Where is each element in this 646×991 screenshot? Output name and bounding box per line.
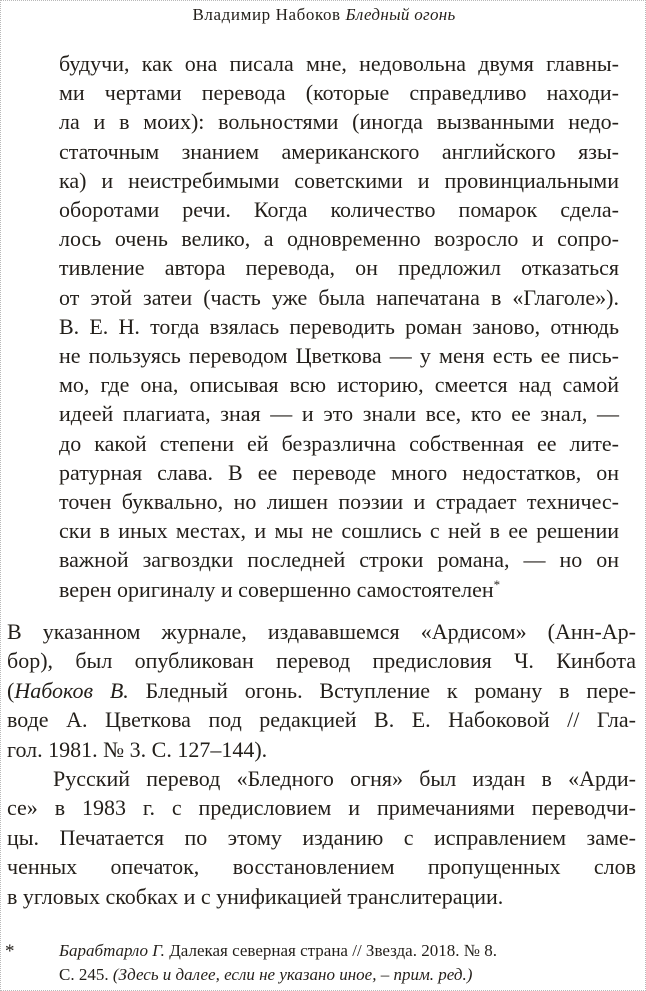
- quote-line: ми чертами перевода (которые справедливо находи-: [59, 80, 619, 106]
- quote-line: оборотами речи. Когда количество помарок сдела-: [59, 197, 619, 223]
- running-head: [1, 5, 646, 25]
- footnote-line: [59, 939, 641, 963]
- citation-author: Набоков В.: [14, 677, 129, 703]
- citation-text: Бледный огонь. Вступление к роману в пере-: [128, 677, 636, 703]
- quote-line: ратурная слава. В ее переводе много недостатков, он: [59, 459, 619, 485]
- quote-line: ла и в моих): вольностями (иногда вызванными недо-: [59, 109, 619, 135]
- quote-line: тивление автора перевода, он предложил отказаться: [59, 255, 619, 281]
- quote-line: лось очень велико, а одновременно возросло и сопро-: [59, 226, 619, 252]
- quote-line: идеей плагиата, зная — и это знали все, кто ее знал, —: [59, 401, 619, 427]
- paragraph-1-line: В указанном журнале, издававшемся «Ардисом» (Анн-Ар-: [7, 619, 636, 644]
- quote-line: не пользуясь переводом Цветкова — у меня есть ее пись-: [59, 343, 619, 369]
- quote-line: мо, где она, описывая всю историю, смеется над самой: [59, 372, 619, 398]
- footnote-source: Далекая северная страна // Звезда. 2018. № 8.: [164, 941, 497, 960]
- block-quote: [59, 49, 619, 604]
- footnote-page: С. 245.: [59, 964, 113, 984]
- footnote-reference[interactable]: *: [493, 576, 501, 592]
- paragraph-1-line: гол. 1981. № 3. С. 127–144).: [7, 736, 268, 762]
- quote-line: точен буквально, но лишен поэзии и страдает техничес-: [59, 489, 619, 515]
- citation-open-paren: (: [7, 677, 15, 703]
- paragraph-2-line: цы. Печатается по этому изданию с исправлением заме-: [7, 824, 636, 850]
- quote-line: будучи, как она писала мне, недовольна двумя главны-: [59, 51, 619, 76]
- quote-last-line: [59, 575, 619, 604]
- paragraph-2-line: в угловых скобках и с унификацией транслитерации.: [7, 883, 504, 909]
- paragraph-2-line: се» в 1983 г. с предисловием и примечаниями переводчи-: [7, 795, 636, 821]
- paragraph-1-line: бор), был опубликован перевод предисловия Ч. Кинбота: [7, 648, 636, 674]
- quote-line: ски в иных местах, и мы не сошлись с ней в ее решении: [59, 518, 619, 544]
- quote-line: В. Е. Н. тогда взялась переводить роман заново, отнюдь: [59, 313, 619, 339]
- footnote: [1, 939, 641, 986]
- paragraph-2-line: ченных опечаток, восстановлением пропущенных слов: [7, 854, 636, 880]
- quote-line: ка) и неистребимыми советскими и провинциальными: [59, 167, 619, 193]
- paragraph-2-line: Русский перевод «Бледного огня» был издан в «Арди-: [53, 766, 636, 792]
- footnote-mark: *: [5, 941, 15, 962]
- running-head-title: Бледный огонь: [345, 5, 456, 24]
- footnote-author: Барабтарло Г.: [59, 941, 165, 960]
- quote-line: важной загвоздки последней строки романа, — но он: [59, 547, 619, 573]
- quote-line: до какой степени ей безразлична собственная ее лите-: [59, 430, 619, 456]
- quote-last-line-text: верен оригиналу и совершенно самостоятелен: [59, 576, 494, 602]
- quote-line: от этой затеи (часть уже была напечатана в «Глаголе»).: [59, 284, 619, 310]
- paragraph-1-line: воде А. Цветкова под редакцией В. Е. Набоковой // Гла-: [7, 707, 636, 733]
- running-head-author: Владимир Набоков: [192, 5, 341, 24]
- body-text: [7, 617, 636, 911]
- quote-line: статочным знанием американского английского язы-: [59, 138, 619, 164]
- paragraph-1-line: [7, 676, 636, 705]
- footnote-line: [59, 963, 641, 987]
- editor-note: (Здесь и далее, если не указано иное, – прим. ред.): [112, 964, 473, 984]
